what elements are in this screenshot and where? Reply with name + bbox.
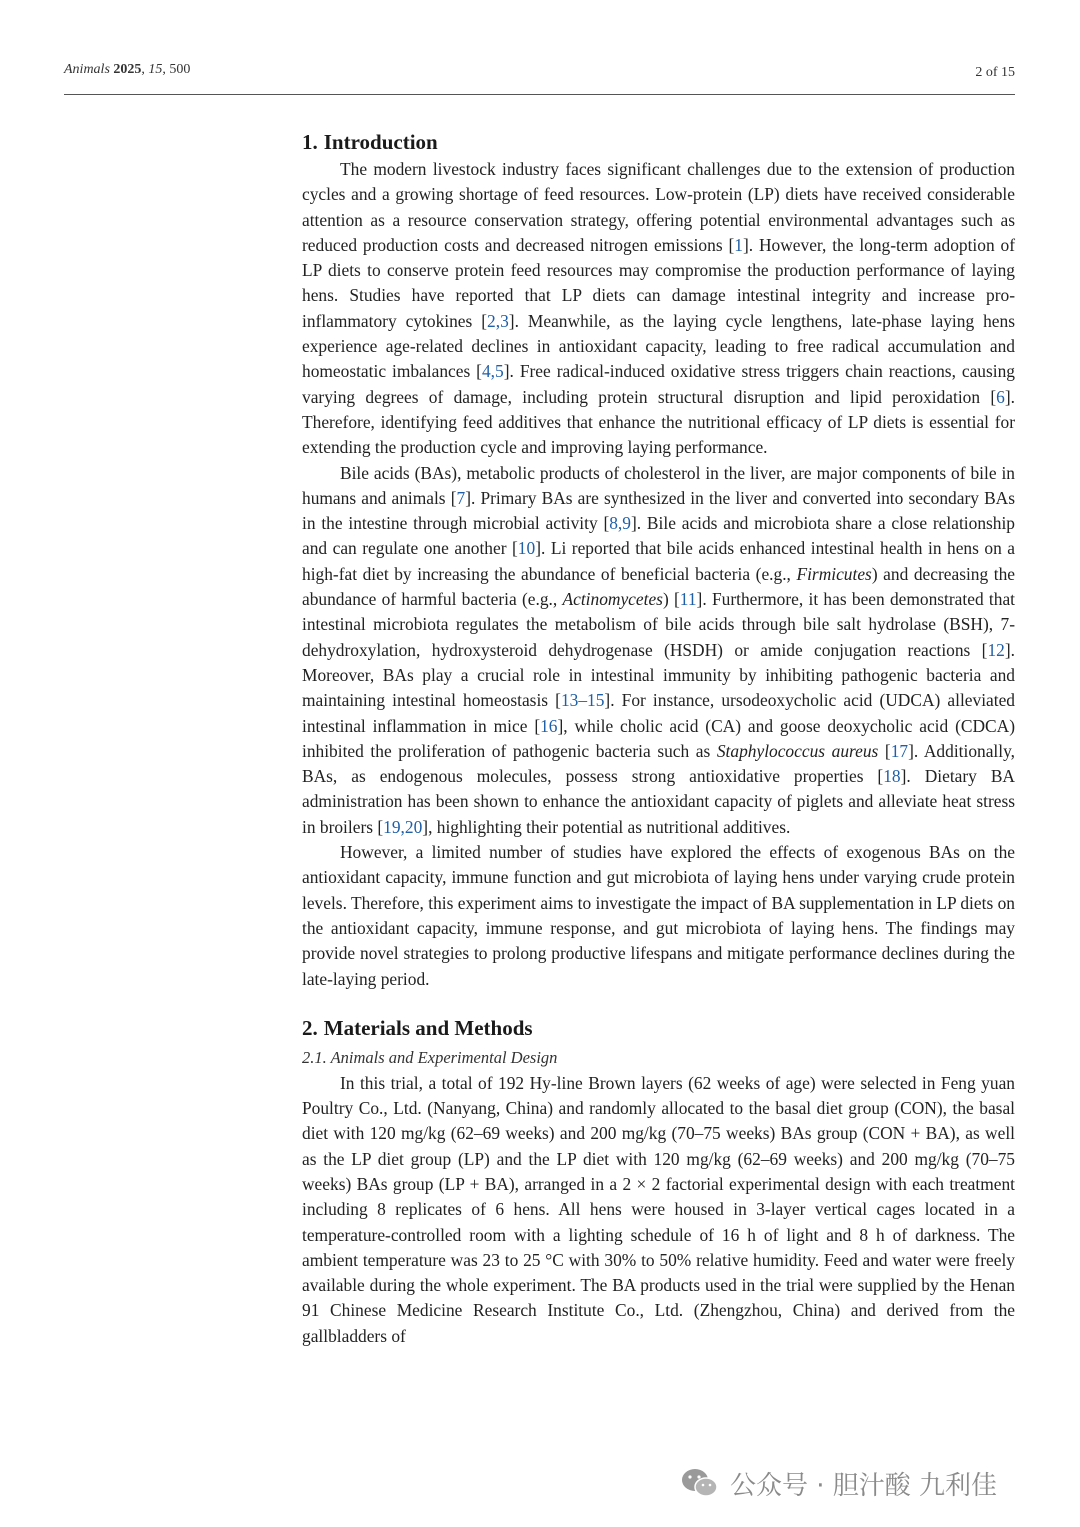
citation: Animals 2025, 15, 500 <box>64 62 191 77</box>
running-header <box>64 62 1015 84</box>
intro-paragraph-2: Bile acids (BAs), metabolic products of cholesterol in the liver, are major components of bile in humans and animals [7]. Primary BAs are synthesized in the liver and converted into secondary BAs in the intestine through microbial activity [8,9]. Bile acids and microbiota share a close relationship and can regulate one another [10]. Li reported that bile acids enhanced intestinal health in hens on a high-fat diet by increasing the abundance of beneficial bacteria (e.g., Firmicutes) and decreasing the abundance of harmful bacteria (e.g., Actinomycetes) [11]. Furthermore, it has been demonstrated that intestinal microbiota regulates the metabolism of bile acids through bile salt hydrolase (BSH), 7-dehydroxylation, hydroxysteroid dehydrogenase (HSDH) or amide conjugation reactions [12]. Moreover, BAs play a crucial role in intestinal immunity by inhibiting pathogenic bacteria and maintaining intestinal homeostasis [13–15]. For instance, ursodeoxycholic acid (UDCA) alleviated intestinal inflammation in mice [16], while cholic acid (CA) and goose deoxycholic acid (CDCA) inhibited the proliferation of pathogenic bacteria such as Staphylococcus aureus [17]. Additionally, BAs, as endogenous molecules, possess strong antioxidative properties [18]. Dietary BA administration has been shown to enhance the antioxidant capacity of piglets and alleviate heat stress in broilers [19,20], highlighting their potential as nutritional additives. <box>302 462 1016 837</box>
citation-link[interactable]: 6 <box>996 386 1005 407</box>
methods-paragraph-1: In this trial, a total of 192 Hy-line Brown layers (62 weeks of age) were selected in Feng yuan Poultry Co., Ltd. (Nanyang, China) and randomly allocated to the basal diet group (CON), the basal diet with 120 mg/kg (62–69 weeks) and 200 mg/kg (70–75 weeks) BAs group (CON + BA), as well as the LP diet group (LP) and the LP diet with 120 mg/kg (62–69 weeks) and 200 mg/kg (70–75 weeks) BAs group (LP + BA), arranged in a 2 × 2 factorial experimental design with each treatment including 8 replicates of 6 hens. All hens were housed in 3-layer vertical cages located in a temperature-controlled room with a lighting schedule of 16 h of light and 8 h of darkness. The ambient temperature was 23 to 25 °C with 30% to 50% relative humidity. Feed and water were freely available during the whole experiment. The BA products used in the trial were supplied by the Henan 91 Chinese Medicine Research Institute Co., Ltd. (Zhengzhou, China) and derived from the gallbladders of <box>302 1072 1015 1346</box>
citation-link[interactable]: 2,3 <box>487 310 509 331</box>
intro-paragraph-1: The modern livestock industry faces significant challenges due to the extension of production cycles and a growing shortage of feed resources. Low-protein (LP) diets have received considerable attention as a resource conservation strategy, offering potential environmental advantages such as reduced production costs and decreased nitrogen emissions [1]. However, the long-term adoption of LP diets to conserve protein feed resources may compromise the production performance of laying hens. Studies have reported that LP diets can damage intestinal integrity and increase pro-inflammatory cytokines [2,3]. Meanwhile, as the laying cycle lengthens, late-phase laying hens experience age-related declines in antioxidant capacity, leading to free radical accumulation and homeostatic imbalances [4,5]. Free radical-induced oxidative stress triggers chain reactions, causing varying degrees of damage, including protein structural disruption and lipid peroxidation [6]. Therefore, identifying feed additives that enhance the nutritional efficacy of LP diets is essential for extending the production cycle and improving laying performance. <box>302 159 1015 458</box>
citation-link[interactable]: 12 <box>987 639 1005 660</box>
citation-link[interactable]: 17 <box>890 740 909 761</box>
subsection-heading: 2.1. Animals and Experimental Design <box>302 1047 558 1067</box>
section-heading-introduction: 1. Introduction <box>302 130 438 154</box>
citation-link[interactable]: 10 <box>517 538 536 559</box>
citation-link[interactable]: 13–15 <box>560 690 605 711</box>
journal-year: 2025 <box>113 62 142 77</box>
journal-name: Animals <box>64 62 110 77</box>
article-number: 500 <box>169 62 191 77</box>
journal-volume: 15 <box>148 62 163 77</box>
taxon-name: Staphylococcus aureus <box>716 740 879 761</box>
citation-link[interactable]: 8,9 <box>609 513 631 534</box>
citation-link[interactable]: 16 <box>540 715 558 736</box>
header-divider <box>64 94 1015 95</box>
taxon-name: Actinomycetes <box>562 589 663 610</box>
watermark <box>680 1463 997 1503</box>
citation-link[interactable]: 11 <box>679 589 697 610</box>
article-body <box>302 127 1015 1349</box>
wechat-icon <box>680 1466 720 1500</box>
citation-link[interactable]: 4,5 <box>481 361 504 382</box>
watermark-text: 公众号 · 胆汁酸 九利佳 <box>730 1470 998 1501</box>
citation-link[interactable]: 1 <box>734 234 743 255</box>
page-number: 2 of 15 <box>975 65 1015 80</box>
citation-link[interactable]: 18 <box>883 766 901 787</box>
citation-link[interactable]: 19,20 <box>383 816 423 837</box>
citation-link[interactable]: 7 <box>456 487 466 508</box>
taxon-name: Firmicutes <box>796 563 872 584</box>
intro-paragraph-3: However, a limited number of studies have explored the effects of exogenous BAs on the antioxidant capacity, immune function and gut microbiota of laying hens under varying crude protein levels. Therefore, this experiment aims to investigate the impact of BA supplementation in LP diets on the antioxidant capacity, immune response, and gut microbiota of laying hens. The findings may provide novel strategies to prolong productive lifespans and mitigate performance declines during the late-laying period. <box>302 842 1015 989</box>
section-heading-methods: 2. Materials and Methods <box>302 1015 533 1040</box>
